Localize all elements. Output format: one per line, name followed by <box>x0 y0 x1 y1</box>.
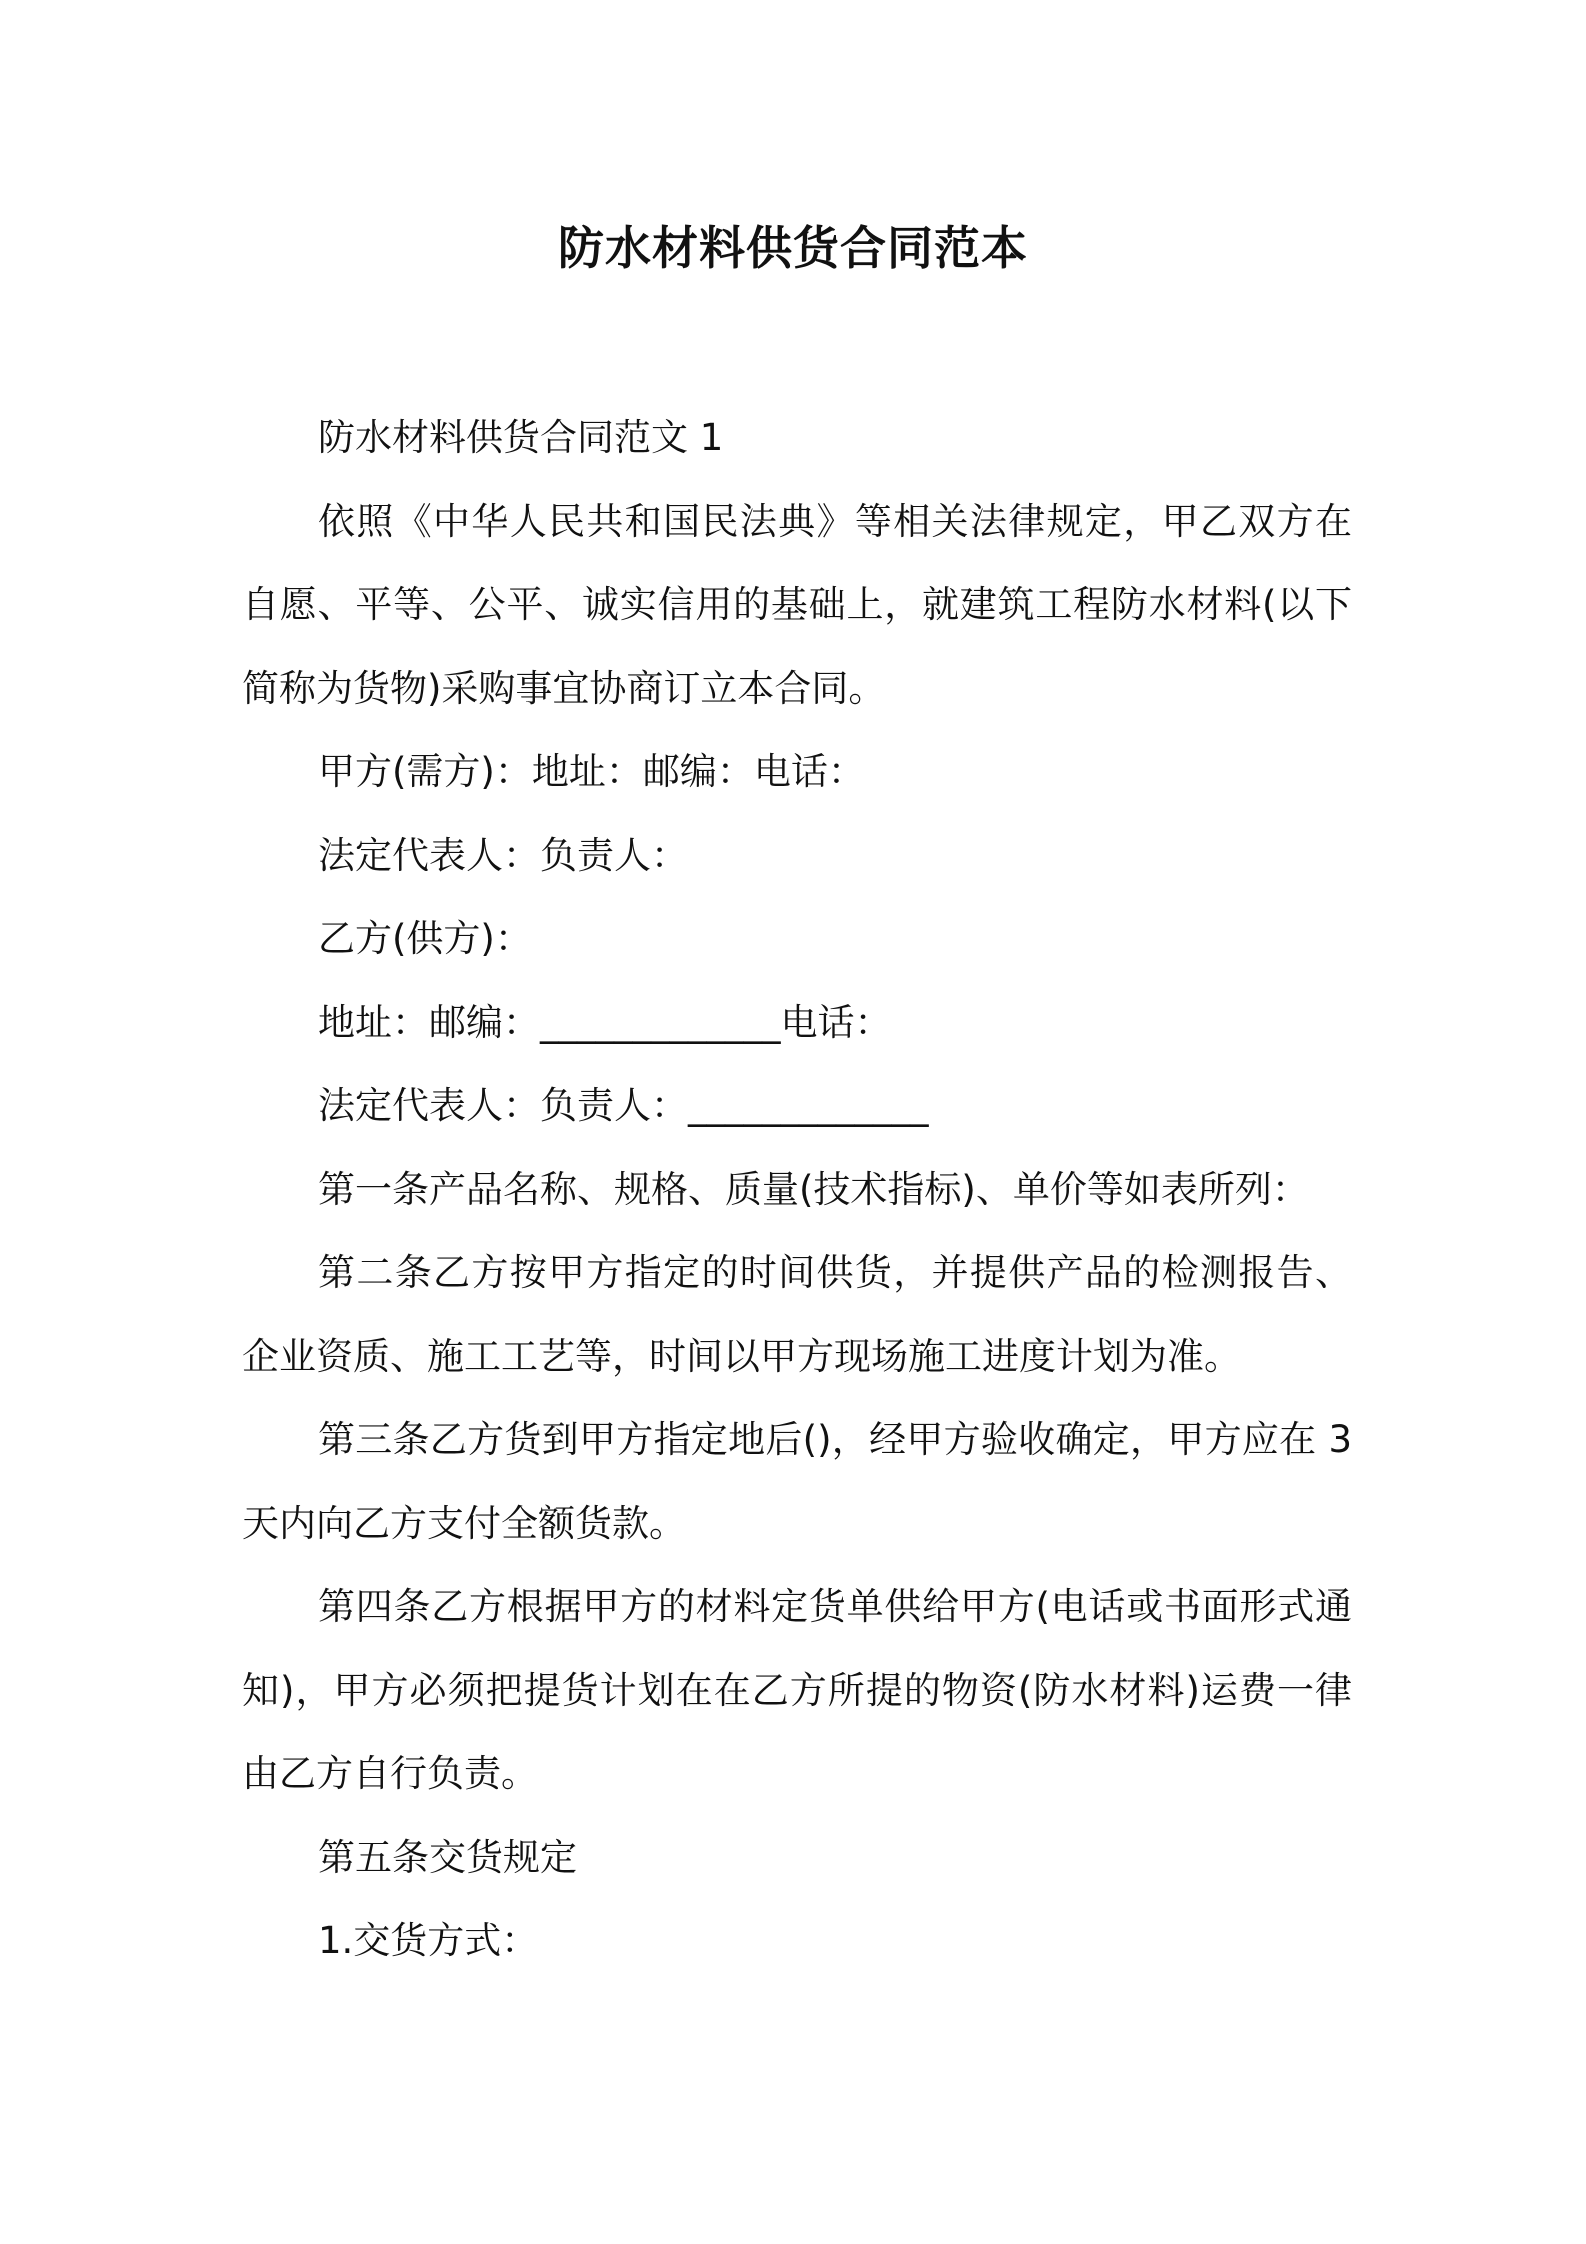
paragraph-article-5: 第五条交货规定 <box>318 1835 577 1879</box>
paragraph-party-b: 乙方(供方)： <box>318 917 532 960</box>
paragraph-party-a-representative: 法定代表人：负责人： <box>318 833 688 877</box>
paragraph-article-4: 第四条乙方根据甲方的材料定货单供给甲方(电话或书面形式通知)，甲方必须把提货计划在在乙方所提的物资(防水材料)运费一律由乙方自行负责。 <box>242 1585 1352 1795</box>
paragraph-article-3: 第三条乙方货到甲方指定地后()，经甲方验收确定，甲方应在 3 天内向乙方支付全额货款。 <box>242 1418 1352 1545</box>
paragraph-article-2: 第二条乙方按甲方指定的时间供货，并提供产品的检测报告、企业资质、施工工艺等，时间以甲方现场施工进度计划为准。 <box>242 1251 1352 1378</box>
document-body <box>242 396 1352 1983</box>
paragraph-subtitle: 防水材料供货合同范文 1 <box>318 416 724 459</box>
paragraph-preamble: 依照《中华人民共和国民法典》等相关法律规定，甲乙双方在自愿、平等、公平、诚实信用的基础上，就建筑工程防水材料(以下简称为货物)采购事宜协商订立本合同。 <box>242 499 1352 710</box>
paragraph-party-b-representative: 法定代表人：负责人：_____________ <box>318 1084 929 1127</box>
paragraph-party-b-address: 地址：邮编：_____________电话： <box>318 1000 892 1044</box>
paragraph-delivery-method: 1.交货方式： <box>318 1919 539 1962</box>
document-title: 防水材料供货合同范本 <box>558 221 1028 275</box>
paragraph-article-1: 第一条产品名称、规格、质量(技术指标)、单价等如表所列： <box>318 1167 1309 1211</box>
paragraph-party-a: 甲方(需方)：地址：邮编：电话： <box>318 750 865 793</box>
